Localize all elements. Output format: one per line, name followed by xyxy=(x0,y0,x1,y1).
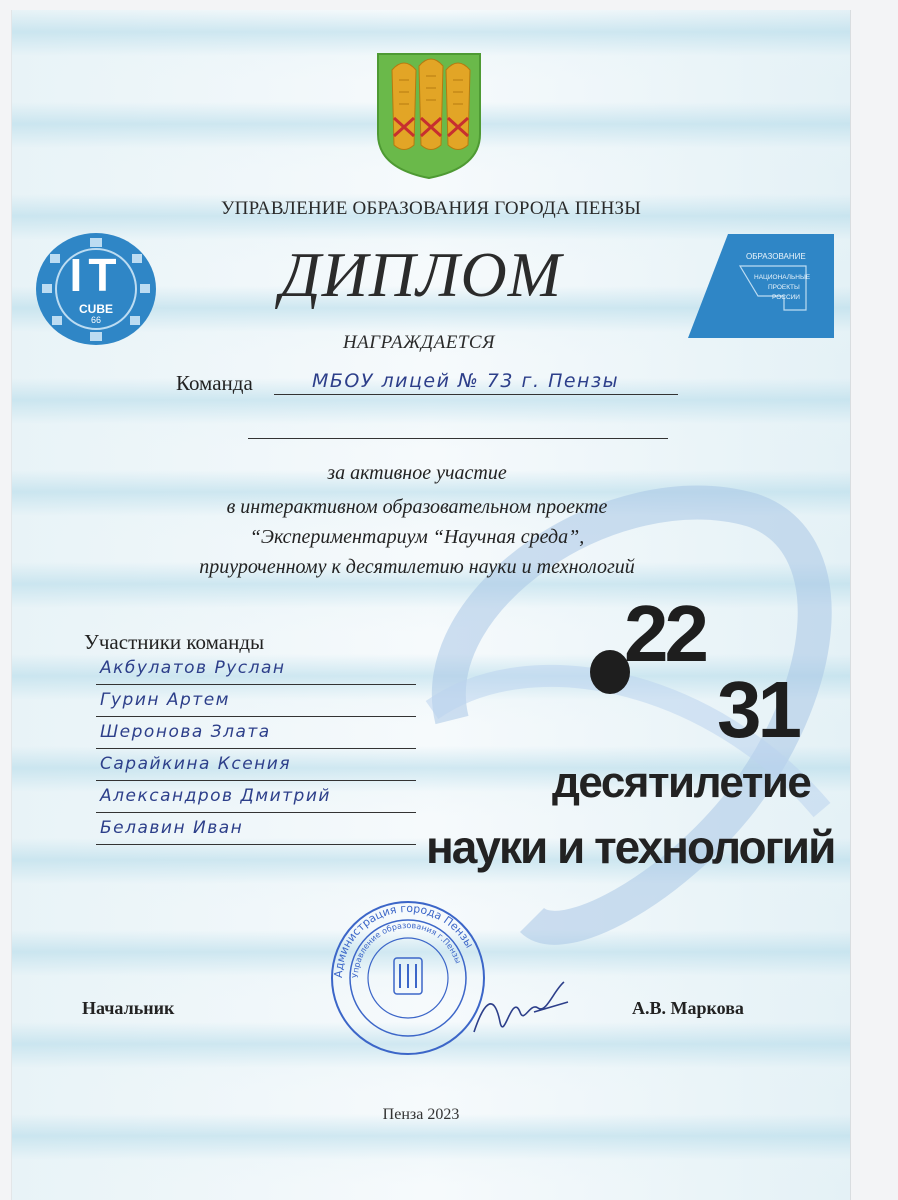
national-line-3: ПРОЕКТЫ xyxy=(768,284,800,291)
diploma-sheet xyxy=(12,10,850,1200)
members-label: Участники команды xyxy=(84,630,265,654)
reason-line-3: “Экспериментариум “Научная среда”, xyxy=(249,526,585,548)
member-name: Шеронова Злата xyxy=(96,722,416,749)
team-label: Команда xyxy=(176,371,253,395)
decade-year-start: 22 xyxy=(624,589,705,678)
reason-line-2: в интерактивном образовательном проекте xyxy=(226,496,608,518)
member-name: Белавин Иван xyxy=(96,818,416,845)
cube-text: CUBE xyxy=(78,302,113,316)
footer-city-year: Пенза 2023 xyxy=(382,1106,460,1123)
svg-text:Администрация города Пензы xyxy=(332,902,476,978)
signer-name: А.В. Маркова xyxy=(632,998,744,1018)
decade-line-1: десятилетие xyxy=(552,758,811,807)
national-line-1: ОБРАЗОВАНИЕ xyxy=(746,252,806,261)
handwritten-signature xyxy=(464,972,584,1052)
team-underline-2 xyxy=(248,438,668,439)
svg-text:Управление образования г.Пензы xyxy=(351,921,463,978)
it-letters: IT xyxy=(69,249,123,301)
member-name: Акбулатов Руслан xyxy=(96,658,416,685)
national-line-2: НАЦИОНАЛЬНЫЕ xyxy=(754,274,811,281)
coat-of-arms-icon xyxy=(374,50,484,180)
stamp-inner-text: Управление образования г.Пензы xyxy=(350,920,463,979)
organization-name: УПРАВЛЕНИЕ ОБРАЗОВАНИЯ ГОРОДА ПЕНЗЫ xyxy=(221,198,641,219)
member-name: Сарайкина Ксения xyxy=(96,754,416,781)
reason-line-4: приуроченному к десятилетию науки и технологий xyxy=(199,556,635,578)
member-name: Александров Дмитрий xyxy=(96,786,416,813)
team-value: МБОУ лицей № 73 г. Пензы xyxy=(312,370,620,392)
decade-year-end: 31 xyxy=(717,665,798,754)
national-projects-logo xyxy=(688,234,834,338)
stamp-outer-text: Администрация города Пензы xyxy=(331,901,477,979)
member-name: Гурин Артем xyxy=(96,690,416,717)
signer-position: Начальник xyxy=(82,998,175,1018)
national-line-4: РОССИИ xyxy=(772,294,800,301)
cube-number: 66 xyxy=(90,315,101,325)
decade-line-2: науки и технологий xyxy=(426,821,835,873)
awarded-label: НАГРАЖДАЕТСЯ xyxy=(342,332,496,353)
reason-line-1: за активное участие xyxy=(327,462,507,484)
diploma-title: ДИПЛОМ xyxy=(279,239,563,310)
team-underline xyxy=(274,394,678,395)
